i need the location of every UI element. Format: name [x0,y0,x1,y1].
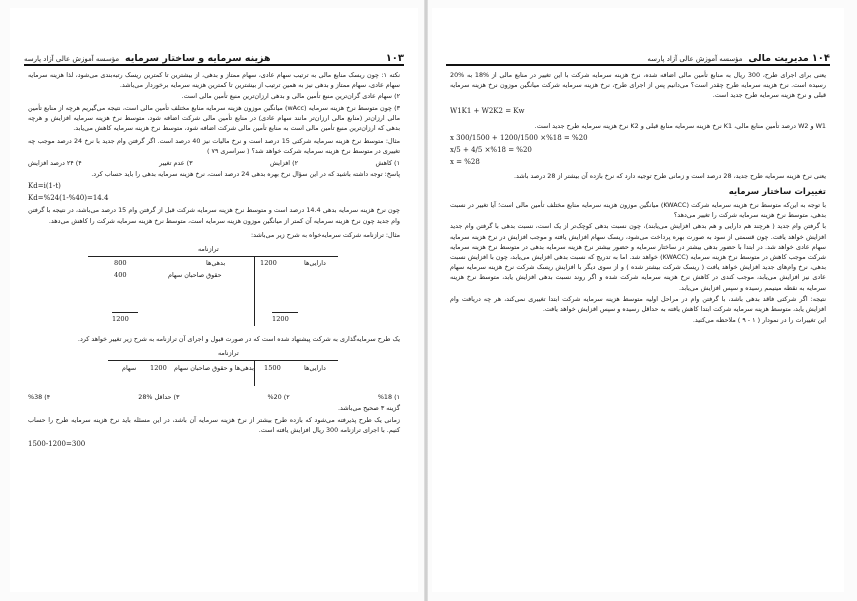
answer-1-explanation: چون نرخ هزینه سرمایه بدهی 14.4 درصد است و متوسط نرخ هزینه سرمایه شرکت قبل از گرفتن وام 15 درصد می‌باشد، در نتیجه با گرفتن وام جدید چون نرخ هزینه سرمایه آن کمتر از میانگین موزون هزینه سرمایه است، متوسط نرخ هزینه سرمایه شرکت را کاهش می‌دهد. [28,206,400,225]
example-1: مثال: متوسط نرخ هزینه سرمایه شرکتی 15 درصد است و نرخ مالیات نیز 40 درصد است. اگر گرفتن وام جدید با نرخ 24 درصد موجب چه تغییری در متوسط نرخ هزینه سرمایه شرکت خواهد شد؟ ( سراسری ۷۹ ) [28,137,400,156]
bs2-assets-label: دارایی‌ها [304,364,326,373]
bs2-liab-label: بدهی‌ها و حقوق صاحبان سهام [174,364,254,373]
answer-2-choice: گزینه ۳ صحیح می‌باشد. [337,404,400,413]
bs1-equity-value: 400 [114,271,127,280]
rp-paragraph-4: با توجه به این‌که متوسط نرخ هزینه سرمایه شرکت (KWACC) میانگین موزون هزینه سرمایه منابع مختلف تأمین مالی است؛ آیا تغییر در نسبت بدهی، متوسط نرخ هزینه سرمایه شرکت را تغییر می‌دهد؟ [450,201,826,220]
ex2-option-4: ۴) %38 [28,393,51,402]
formula-kd: Kd=i(1-t) [28,182,61,191]
rp-formula-2: x 300/1500 + 1200/1500 ×%18 = %20 [450,134,588,143]
right-page-content [450,70,826,326]
bs1-debt-label: بدهی‌ها [206,259,226,268]
right-page-header [446,48,830,66]
left-page-content [28,70,400,451]
bs1-total-rule-right [272,312,298,313]
answer-2: زمانی یک طرح پذیرفته می‌شود که بازده طرح بیشتر از نرخ هزینه سرمایه آن باشد، در این مسئله باید نرخ هزینه سرمایه طرح را حساب کنیم. با اجرای ترازنامه 300 ریال افزایش یافته است. [28,415,400,434]
rp-paragraph-3: یعنی نرخ هزینه سرمایه طرح جدید، 28 درصد است و زمانی طرح توجیه دارد که نرخ بازده آن بیشتر از 28 درصد باشد. [514,171,826,180]
answer-1: پاسخ: توجه داشته باشید که در این سؤال نرخ بهره بدهی 24 درصد است، نرخ هزینه سرمایه بدهی را باید حساب کرد. [91,169,400,178]
ex2-option-2: ۲) %20 [267,393,290,402]
right-header-title: مدیریت مالی [748,53,809,64]
right-header-institute: مؤسسه آموزش عالی آزاد پارسه [647,55,743,63]
note-1: نکته ۱: چون ریسک منابع مالی به ترتیب سهام عادی، سهام ممتاز و بدهی، از بیشترین تا کمترین ریسک رتبه‌بندی می‌شود، لذا هزینه سرمایه سهام عادی، سهام ممتاز و بدهی نیز به همین ترتیب از بیشترین تا کمترین هزینه سرمایه برخوردار می‌باشد. [28,71,400,90]
right-page [432,8,844,592]
option-3: ۳) عدم تغییر [159,158,193,167]
bs1-assets-value: 1200 [260,259,277,268]
book-gutter [424,0,428,601]
rp-formula-4: x = %28 [450,158,480,167]
balance-sheet-1 [28,244,400,330]
balance-sheet-2 [28,348,400,388]
rp-paragraph-1: یعنی برای اجرای طرح، 300 ریال به منابع تأمین مالی اضافه شده، نرخ هزینه سرمایه شرکت با این تغییر در منابع مالی از %18 به %20 رسیده است. نرخ هزینه سرمایه طرح چقدر است؟ می‌دانیم پس از اجرای طرح، نرخ هزینه سرمایه شرکت میانگین موزون نرخ هزینه سرمایه قبلی و نرخ هزینه سرمایه طرح جدید است. [450,71,827,100]
example-2-change: یک طرح سرمایه‌گذاری به شرکت پیشنهاد شده است که در صورت قبول و اجرای آن ترازنامه به شرح زیر تغییر خواهد کرد. [77,335,400,344]
formula-difference: 1500-1200=300 [28,440,86,449]
left-page-number: ۱۰۳ [385,53,404,64]
balance-sheet-1-rule [88,256,338,257]
bs1-equity-label: حقوق صاحبان سهام [168,271,222,280]
balance-sheet-2-rule [108,360,338,361]
formula-kd-value: Kd=%24(1-%40)=14.4 [28,194,109,203]
option-2: ۲) افزایش [270,158,299,167]
balance-sheet-2-title: ترازنامه [218,349,239,358]
bs2-assets-value: 1500 [264,364,281,373]
bs1-total-right: 1200 [272,315,289,324]
ex2-option-1: ۱) %18 [377,393,400,402]
right-header-title-group [647,53,830,64]
balance-sheet-1-divider [254,256,255,326]
rp-conclusion: نتیجه: اگر شرکتی فاقد بدهی باشد، با گرفتن وام در مراحل اولیه متوسط هزینه سرمایه شرکت ابتدا تغییری نمی‌کند، هر چه دریافت وام افزایش یابد، متوسط هزینه سرمایه شرکت ابتدا کاهش یافته به حداقل رسیده و سپس افزایش خواهد یافت. [450,294,826,314]
rp-formula-3: x/5 + 4/5 ×%18 = %20 [450,146,532,155]
right-page-number: ۱۰۴ [811,53,830,64]
rp-formula-weighted: W1K1 + W2K2 = Kw [450,106,525,115]
option-1: ۱) کاهش [375,158,400,167]
example-2: مثال: ترازنامه شرکت سرمایه‌خواه به شرح زیر می‌باشد: [250,230,400,239]
bs2-equity-label: سهام [122,364,137,373]
bs1-assets-label: دارایی‌ها [304,259,326,268]
example-2-options [28,392,400,402]
balance-sheet-1-title: ترازنامه [198,245,219,254]
note-3: ۳) چون متوسط نرخ هزینه سرمایه (wAcc) میانگین موزون هزینه سرمایه منابع مختلف تأمین مالی است، نتیجه می‌گیریم هرچه از منابع تأمین مالی ارزان‌تر (منابع مالی ارزان‌تر مانند سهام عادی) در منابع تأمین مالی شرکت اضافه شود، متوسط نرخ هزینه سرمایه افزایش و هرچه بدهی که ارزان‌ترین منبع تأمین مالی است به منابع تأمین مالی شرکت اضافه شود، متوسط نرخ هزینه سرمایه کاهش می‌یابد. [28,103,401,133]
note-2: ۲) سهام عادی گران‌ترین منبع تأمین مالی و بدهی ارزان‌ترین منبع تأمین مالی است. [181,92,400,101]
left-header-institute: مؤسسه آموزش عالی آزاد پارسه [24,55,120,63]
option-4: ۴) ۲۴ درصد افزایش [28,158,82,167]
rp-paragraph-2: W1 و W2 درصد تأمین منابع مالی، K1 نرخ هزینه سرمایه منابع قبلی و K2 نرخ هزینه سرمایه طرح جدید است. [534,121,826,130]
left-header-title-group [24,53,271,64]
left-page-header [24,48,404,66]
ex2-option-3: ۳) حداقل %28 [138,393,180,402]
bs1-total-rule-left [112,312,138,313]
bs1-debt-value: 800 [114,259,127,268]
left-header-title: هزینه سرمایه و ساختار سرمایه [124,53,271,64]
example-1-options [28,158,400,168]
rp-paragraph-7: این تغییرات را در نمودار ( ۱ - ۹ ) ملاحظه می‌کنید. [692,316,826,325]
rp-paragraph-5: با گرفتن وام جدید ( هرچند هم دارایی و هم بدهی افزایش می‌یابند)، چون نسبت بدهی کوچک‌تر از یک است، نسبت بدهی با گرفتن وام جدید افزایش خواهد یافت. چون قسمتی از سود به صورت بهره پرداخت می‌شود، ریسک سهام افزایش یافته و موجب افزایش در نرخ هزینه سرمایه سهام عادی خواهد شد. در ابتدا با حضور بدهی بیشتر در ساختار سرمایه و حضور بیشتر نرخ هزینه سرمایه بدهی در متوسط نرخ هزینه سرمایه شرکت موجب کاهش در متوسط نرخ هزینه سرمایه (KWACC) خواهد شد. اما به تدریج که نسبت بدهی افزایش می‌یابد، چون با افزایش نسبت بدهی، نرخ وام‌های جدید افزایش خواهد یافت ( ریسک شرکت بیشتر شده ) و از سوی دیگر با افزایش ریسک شرکت نرخ هزینه سرمایه سهام عادی نیز افزایش می‌یابد، موجب کندی در کاهش نرخ هزینه سرمایه شرکت شده و اگر روند نسبت بدهی افزایش یابد، متوسط نرخ هزینه سرمایه به نقطه مینیمم رسیده و سپس افزایش می‌یابد. [450,222,826,292]
rp-section-title: تغییرات ساختار سرمایه [728,186,826,197]
left-page [10,8,418,592]
bs1-total-left: 1200 [112,315,129,324]
balance-sheet-2-divider [254,360,255,386]
bs2-liab-value: 1200 [150,364,167,373]
